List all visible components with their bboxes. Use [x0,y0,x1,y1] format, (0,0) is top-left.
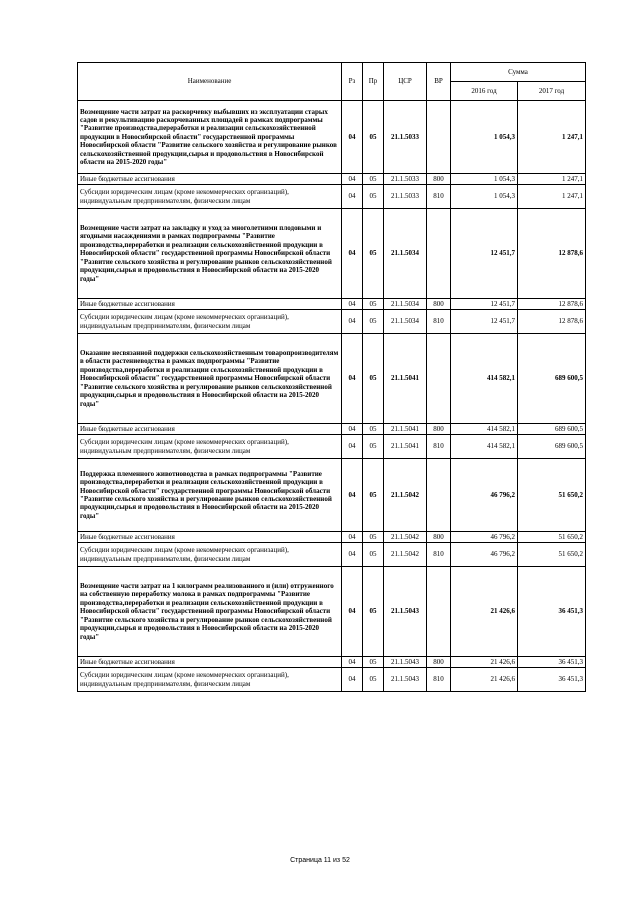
cell-csr: 21.1.5043 [384,657,427,668]
cell-name: Иные бюджетные ассигнования [78,299,342,310]
cell-name: Субсидии юридическим лицам (кроме некоммерческих организаций), индивидуальным предпринимателям, физическим лицам [78,310,342,334]
cell-vr: 810 [427,543,451,567]
cell-csr: 21.1.5042 [384,459,427,532]
cell-y2016: 1 054,3 [451,185,518,209]
cell-y2017: 36 451,3 [518,668,586,692]
cell-y2017: 36 451,3 [518,567,586,657]
cell-rz: 04 [342,532,363,543]
cell-csr: 21.1.5043 [384,567,427,657]
cell-y2017: 51 650,2 [518,459,586,532]
cell-pr: 05 [363,174,384,185]
other-allocations-row [78,657,586,668]
subsidy-row [78,668,586,692]
cell-name: Иные бюджетные ассигнования [78,657,342,668]
section-row [78,567,586,657]
cell-csr: 21.1.5033 [384,185,427,209]
cell-rz: 04 [342,567,363,657]
cell-csr: 21.1.5034 [384,209,427,299]
cell-name: Субсидии юридическим лицам (кроме некоммерческих организаций), индивидуальным предпринимателям, физическим лицам [78,543,342,567]
cell-y2016: 414 582,1 [451,334,518,424]
cell-vr: 810 [427,435,451,459]
cell-csr: 21.1.5041 [384,424,427,435]
cell-pr: 05 [363,435,384,459]
other-allocations-row [78,299,586,310]
cell-name: Субсидии юридическим лицам (кроме некоммерческих организаций), индивидуальным предпринимателям, физическим лицам [78,668,342,692]
subsidy-row [78,310,586,334]
cell-rz: 04 [342,334,363,424]
cell-y2017: 1 247,1 [518,101,586,174]
cell-rz: 04 [342,310,363,334]
cell-name: Субсидии юридическим лицам (кроме некоммерческих организаций), индивидуальным предпринимателям, физическим лицам [78,185,342,209]
cell-csr: 21.1.5034 [384,299,427,310]
cell-rz: 04 [342,185,363,209]
cell-y2016: 46 796,2 [451,543,518,567]
cell-y2016: 414 582,1 [451,424,518,435]
cell-pr: 05 [363,532,384,543]
cell-csr: 21.1.5041 [384,435,427,459]
other-allocations-row [78,174,586,185]
table-body [78,101,586,692]
cell-pr: 05 [363,459,384,532]
cell-name: Субсидии юридическим лицам (кроме некоммерческих организаций), индивидуальным предпринимателям, физическим лицам [78,435,342,459]
cell-vr: 810 [427,310,451,334]
cell-pr: 05 [363,657,384,668]
cell-y2016: 46 796,2 [451,459,518,532]
cell-y2016: 12 451,7 [451,299,518,310]
other-allocations-row [78,532,586,543]
header-sum: Сумма [451,63,586,82]
cell-vr: 800 [427,174,451,185]
cell-vr [427,209,451,299]
subsidy-row [78,185,586,209]
table-header-row [78,63,586,82]
cell-rz: 04 [342,174,363,185]
cell-vr: 810 [427,185,451,209]
cell-name: Иные бюджетные ассигнования [78,174,342,185]
header-year-2017: 2017 год [518,82,586,101]
cell-y2016: 12 451,7 [451,209,518,299]
cell-y2017: 689 600,5 [518,334,586,424]
cell-vr: 800 [427,299,451,310]
cell-rz: 04 [342,459,363,532]
cell-pr: 05 [363,185,384,209]
cell-pr: 05 [363,299,384,310]
cell-csr: 21.1.5042 [384,543,427,567]
cell-csr: 21.1.5043 [384,668,427,692]
cell-name: Возмещение части затрат на закладку и уход за многолетними плодовыми и ягодными насаждениями в рамках подпрограммы "Развитие производства,переработки и реализации сельскохозяйственной продукции в Новосибирской области" государственной программы Новосибирской области "Развитие сельского хозяйства и регулирование рынков сельскохозяйственной продукции,сырья и продовольствия в Новосибирской области на 2015-2020 годы" [78,209,342,299]
cell-vr [427,101,451,174]
cell-name: Возмещение части затрат на 1 килограмм реализованного и (или) отгруженного на собственную переработку молока в рамках подпрограммы "Развитие производства,переработки и реализации сельскохозяйственной продукции в Новосибирской области" государственной программы Новосибирской области "Развитие сельского хозяйства и регулирование рынков сельскохозяйственной продукции,сырья и продовольствия в Новосибирской области на 2015-2020 годы" [78,567,342,657]
cell-vr [427,567,451,657]
cell-y2016: 46 796,2 [451,532,518,543]
cell-y2016: 21 426,6 [451,657,518,668]
cell-y2016: 414 582,1 [451,435,518,459]
cell-name: Оказание несвязанной поддержки сельскохозяйственным товаропроизводителям в области растениеводства в рамках подпрограммы "Развитие производства,переработки и реализации сельскохозяйственной продукции в Новосибирской области" государственной программы Новосибирской области "Развитие сельского хозяйства и регулирование рынков сельскохозяйственной продукции,сырья и продовольствия в Новосибирской области на 2015-2020 годы" [78,334,342,424]
other-allocations-row [78,424,586,435]
cell-csr: 21.1.5033 [384,174,427,185]
cell-pr: 05 [363,101,384,174]
cell-vr: 800 [427,424,451,435]
subsidy-row [78,435,586,459]
cell-rz: 04 [342,101,363,174]
cell-csr: 21.1.5041 [384,334,427,424]
cell-rz: 04 [342,657,363,668]
cell-rz: 04 [342,424,363,435]
cell-y2016: 21 426,6 [451,567,518,657]
cell-y2016: 1 054,3 [451,174,518,185]
section-row [78,209,586,299]
cell-y2017: 51 650,2 [518,543,586,567]
cell-csr: 21.1.5034 [384,310,427,334]
cell-y2017: 1 247,1 [518,174,586,185]
section-row [78,459,586,532]
header-name: Наименование [78,63,342,101]
header-vr: ВР [427,63,451,101]
cell-y2016: 1 054,3 [451,101,518,174]
cell-y2017: 1 247,1 [518,185,586,209]
cell-y2016: 12 451,7 [451,310,518,334]
cell-rz: 04 [342,435,363,459]
section-row [78,334,586,424]
cell-y2017: 12 878,6 [518,299,586,310]
cell-y2017: 689 600,5 [518,424,586,435]
cell-rz: 04 [342,668,363,692]
cell-y2017: 12 878,6 [518,310,586,334]
cell-pr: 05 [363,543,384,567]
budget-table [77,62,586,692]
cell-rz: 04 [342,299,363,310]
cell-rz: 04 [342,209,363,299]
cell-y2017: 51 650,2 [518,532,586,543]
cell-vr [427,459,451,532]
header-csr: ЦСР [384,63,427,101]
cell-pr: 05 [363,334,384,424]
cell-name: Иные бюджетные ассигнования [78,532,342,543]
header-year-2016: 2016 год [451,82,518,101]
cell-name: Возмещение части затрат на раскорчевку выбывших из эксплуатации старых садов и рекультивацию раскорчеванных площадей в рамках подпрограммы "Развитие производства,переработки и реализации сельскохозяйственной продукции в Новосибирской области" государственной программы Новосибирской области "Развитие сельского хозяйства и регулирование рынков сельскохозяйственной продукции,сырья и продовольствия в Новосибирской области на 2015-2020 годы" [78,101,342,174]
cell-rz: 04 [342,543,363,567]
cell-csr: 21.1.5042 [384,532,427,543]
section-row [78,101,586,174]
cell-pr: 05 [363,209,384,299]
header-pr: Пр [363,63,384,101]
cell-y2017: 689 600,5 [518,435,586,459]
cell-pr: 05 [363,567,384,657]
cell-pr: 05 [363,668,384,692]
cell-vr [427,334,451,424]
cell-name: Иные бюджетные ассигнования [78,424,342,435]
header-rz: Рз [342,63,363,101]
cell-name: Поддержка племенного животноводства в рамках подпрограммы "Развитие производства,переработки и реализации сельскохозяйственной продукции в Новосибирской области" государственной программы Новосибирской области "Развитие сельского хозяйства и регулирование рынков сельскохозяйственной продукции,сырья и продовольствия в Новосибирской области на 2015-2020 годы" [78,459,342,532]
cell-y2016: 21 426,6 [451,668,518,692]
cell-pr: 05 [363,424,384,435]
cell-csr: 21.1.5033 [384,101,427,174]
cell-y2017: 12 878,6 [518,209,586,299]
page-footer: Страница 11 из 52 [290,857,350,864]
cell-vr: 800 [427,532,451,543]
cell-y2017: 36 451,3 [518,657,586,668]
subsidy-row [78,543,586,567]
cell-vr: 800 [427,657,451,668]
cell-pr: 05 [363,310,384,334]
cell-vr: 810 [427,668,451,692]
